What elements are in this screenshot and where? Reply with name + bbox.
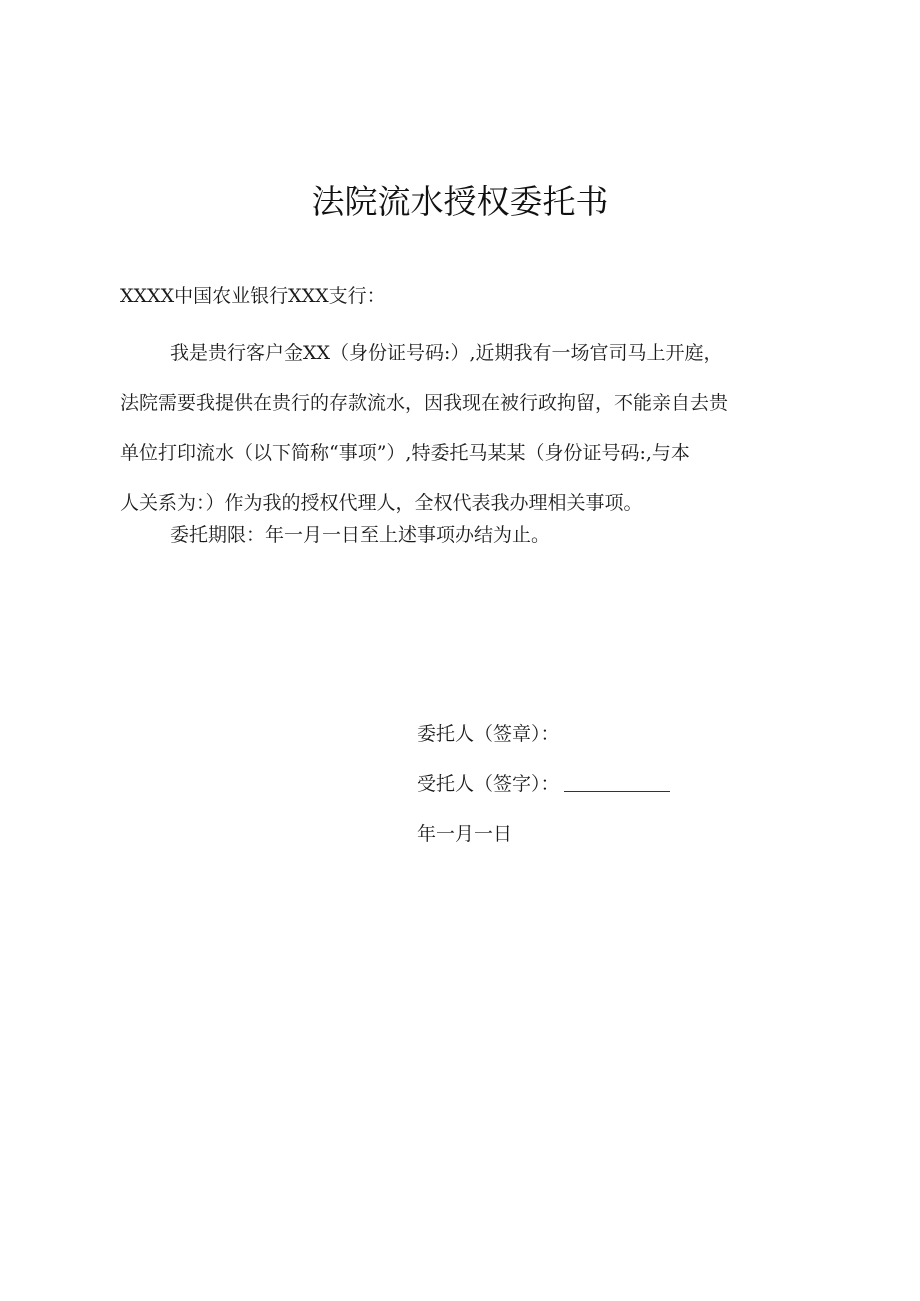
body-paragraph xyxy=(120,328,810,528)
body-line: 我是贵行客户金XX（身份证号码:）,近期我有一场官司马上开庭， xyxy=(170,342,723,364)
signature-block xyxy=(417,714,670,864)
agent-label: 受托人（签字）： xyxy=(417,773,560,795)
salutation: XXXX中国农业银行XXX支行： xyxy=(120,285,386,307)
principal-label: 委托人（签章）： xyxy=(417,723,560,745)
signature-date: 年一月一日 xyxy=(417,823,513,845)
body-line: 单位打印流水（以下简称“事项”）,特委托马某某（身份证号码:,与本 xyxy=(120,442,690,464)
signature-blank xyxy=(564,771,670,792)
body-line: 人关系为：）作为我的授权代理人，全权代表我办理相关事项。 xyxy=(120,492,643,514)
document-title: 法院流水授权委托书 xyxy=(311,182,609,221)
principal-signature-line xyxy=(417,714,670,764)
body-line: 法院需要我提供在贵行的存款流水，因我现在被行政拘留，不能亲自去贵 xyxy=(120,392,729,414)
authorization-term: 委托期限：年一月一日至上述事项办结为止。 xyxy=(170,524,551,546)
agent-signature-line xyxy=(417,764,670,814)
